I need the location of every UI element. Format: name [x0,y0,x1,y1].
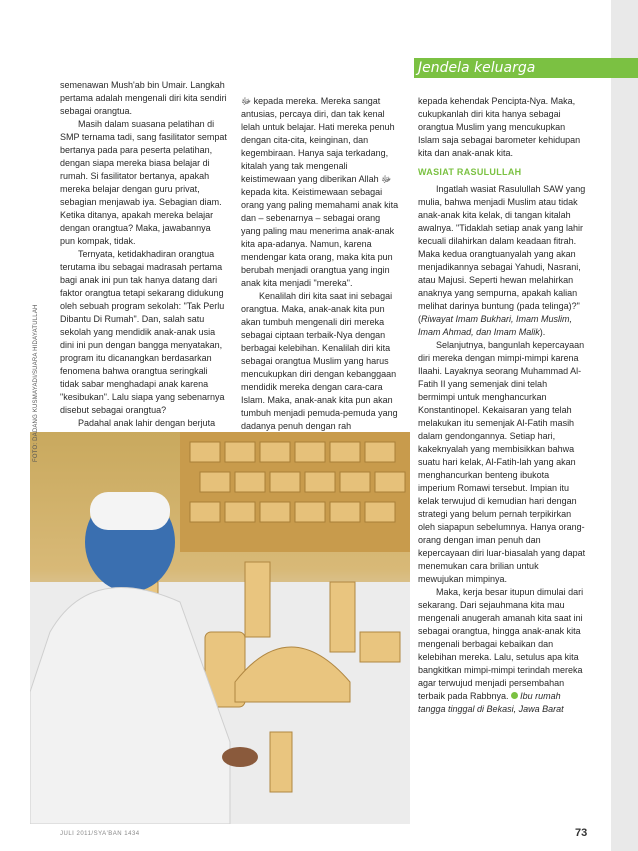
column-2 [241,95,402,472]
paragraph-text: Ingatlah wasiat Rasulullah SAW yang mulia, bahwa menjadi Muslim atau tidak anak-anak kita kelak, di tangan kitalah awalnya. "Tidaklah setiap anak yang lahir kecuali dilahirkan dalam keadaan fitrah. Maka kedua orangtuanyalah yang akan menjadikannya sebagai Yahudi, Nasrani, atau Majusi. Seperti hewan melahirkan anaknya yang sempurna, apakah kalian melihat darinya buntung (pada telinga)?" ( [418,184,586,324]
paragraph-text: ). [539,327,546,337]
paragraph: Ternyata, ketidakhadiran orangtua terutama ibu sebagai madrasah pertama bagi anak ini pun tak hanya datang dari faktor orangtua tetapi sekarang didukung oleh sebuah program sekolah: "Tak Perlu Dibantu Di Rumah". Dan, salah satu sekolah yang mendidik anak-anak usia dini ini pun dengan bangga menyatakan, program itu dicanangkan berdasarkan fenomena bahwa orangtua seringkali tidak sabar menghadapi anak karena "kesibukan". Lalu siapa yang sebenarnya disebut sebagai orangtua? [60,249,225,415]
paragraph: kepada kehendak Pencipta-Nya. Maka, cukupkanlah diri kita hanya sebagai orangtua Muslim yang mencukupkan Islam saja sebagai barometer kehidupan kita dan anak-anak kita. [418,96,581,158]
paragraph [418,183,586,339]
column-3 [418,95,586,716]
paragraph: Selanjutnya, bangunlah kepercayaan diri mereka dengan mimpi-mimpi karena Ilaahi. Layaknya seorang Muhammad Al-Fatih II yang semenjak dini telah bermimpi untuk menghancurkan Konstantinopel. Kekaisaran yang telah melakukan itu semenjak Al-Fatih masih dalam gendongannya. Setiap hari, kakeknyalah yang membisikkan bahwa suatu hari kelak, Al-Fatih-lah yang akan menghancurkan benteng ibukota imperium Romawi tersebut. Impian itu kelak terwujud di kemudian hari dengan strategi yang belum pernah terpikirkan oleh siapapun sebelumnya. Hanya orang-orang dengan iman penuh dan kepercayaan diri luar-biasalah yang dapat menemukan cara brilian untuk mewujukan mimpinya. [418,340,586,584]
paragraph: semenawan Mush'ab bin Umair. Langkah pertama adalah mengenali diri kita sendiri sebagai orangtua. [60,80,227,116]
paragraph: Masih dalam suasana pelatihan di SMP ternama tadi, sang fasilitator sempat bertanya pada para peserta pelatihan, dengan siapa mereka biasa belajar di rumah. Si fasilitator bertanya, apakah mereka belajar dengan guru privat, sebagian menjawab iya. Sebagian diam. Ketika ditanya, apakah mereka belajar dengan orangtua? Maka, jawabannya pun kompak, tidak. [60,119,227,246]
paragraph: ﷻ kepada mereka. Mereka sangat antusias, percaya diri, dan tak kenal lelah untuk belajar. Hati mereka penuh dengan cita-cita, keinginan, dan kegembiraan. Hanya saja terkadang, kitalah yang tak mengenali keistimewaan yang diberikan Allah ﷻ kepada kita. Keistimewaan sebagai orang yang paling memahami anak kita dan – sebenarnya – sebagai orang yang paling mau menerima anak-anak kita apa-adanya. Namun, karena mendengar kata orang, maka kita pun berubah menjadi orangtua yang ingin anak kita menjadi "mereka". [241,96,399,288]
author-byline: Ibu rumah tangga tinggal di Bekasi, Jawa Barat [418,691,564,714]
subheading: WASIAT RASULULLAH [418,167,522,177]
paragraph [418,586,586,716]
side-bar [611,0,638,851]
paragraph: Padahal anak lahir dengan berjuta [78,418,216,428]
end-mark-icon [511,692,518,699]
photo-illustration [30,432,410,824]
citation: Riwayat Imam Bukhari, Imam Muslim, Imam Ahmad, dan Imam Malik [418,314,573,337]
section-title: Jendela keluarga [418,60,536,76]
photo-credit: FOTO: DADANG KUSMAYADI/SUARA HIDAYATULLAH [33,304,39,462]
article-photo [30,432,410,824]
issue-date: JULI 2011/SYA'BAN 1434 [60,831,140,837]
paragraph: Kenalilah diri kita saat ini sebagai orangtua. Maka, anak-anak kita pun akan tumbuh mengenali diri mereka sebagai ciptaan terbaik-Nya dengan berbagai kelebihan. Kenalilah diri kita sebagai orangtua Muslim yang harus mencukupkan diri dengan kebanggaan mendidik mereka dengan cara-cara Islam. Maka, anak-anak kita pun akan tumbuh menjadi pemuda-pemuda yang dadanya penuh dengan rah [241,291,398,431]
column-1 [60,79,228,443]
paragraph-text: Maka, kerja besar itupun dimulai dari sekarang. Dari sejauhmana kita mau mengenali anugerah amanah kita saat ini sebagai orangtua, hingga anak-anak kita mengenali berbagai kebaikan dan kelebihan mereka. Lalu, setulus apa kita bangkitkan mimpi-mimpi terindah mereka agar terwujud menjadi persembahan terbaik pada Rabbnya. [418,587,584,701]
page-number: 73 [575,827,588,839]
